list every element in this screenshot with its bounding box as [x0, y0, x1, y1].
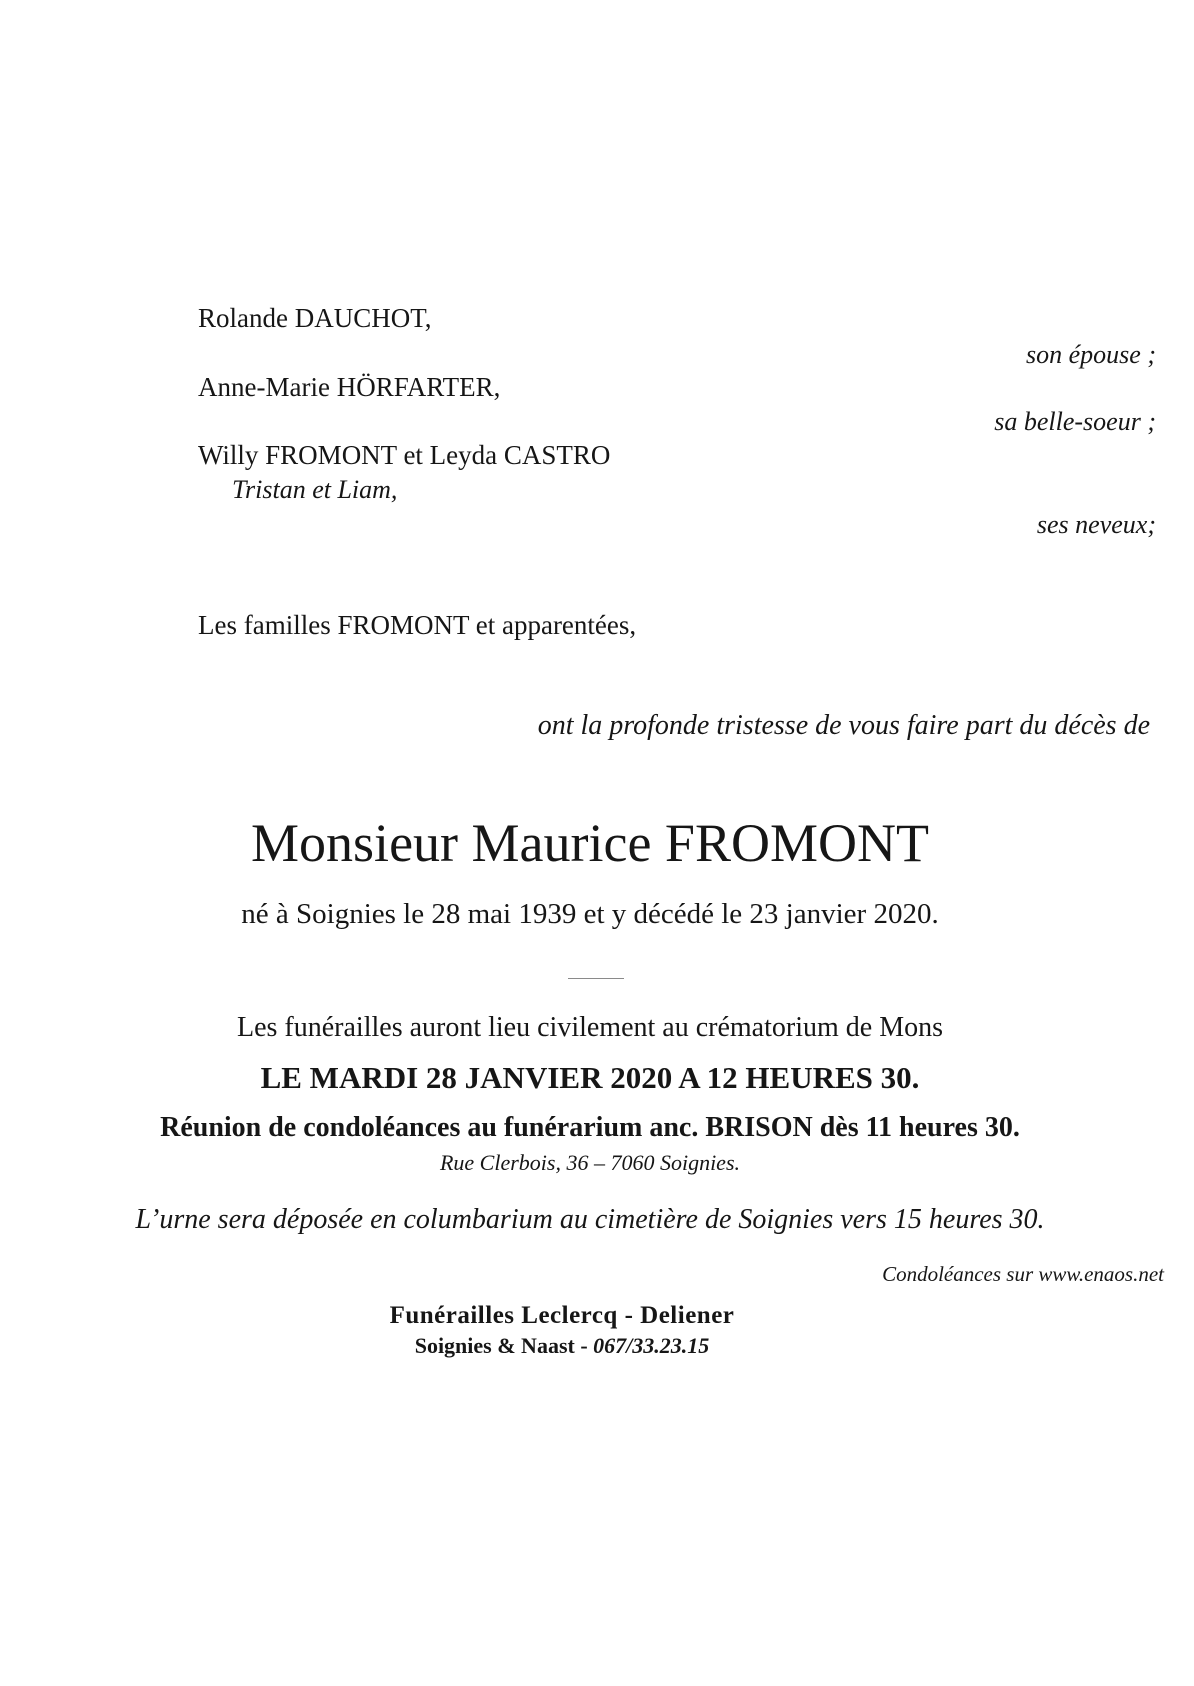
- deceased-name: Monsieur Maurice FROMONT: [251, 813, 929, 873]
- funeral-home-contact: [0, 1333, 1124, 1358]
- mourner-name-nephews: Willy FROMONT et Leyda CASTRO: [198, 440, 611, 470]
- mourner-relation-nephews: ses neveux;: [1036, 510, 1156, 539]
- ceremony-venue-line: Les funérailles auront lieu civilement au crématorium de Mons: [237, 1012, 943, 1043]
- online-condolences-line: Condoléances sur www.enaos.net: [882, 1262, 1164, 1286]
- funeral-home-location: Soignies & Naast -: [414, 1333, 594, 1358]
- urn-line: L’urne sera déposée en columbarium au cimetière de Soignies vers 15 heures 30.: [135, 1204, 1045, 1235]
- mourner-children-nephews: Tristan et Liam,: [232, 475, 398, 504]
- life-dates-line: né à Soignies le 28 mai 1939 et y décédé le 23 janvier 2020.: [241, 898, 939, 930]
- ceremony-datetime-line: LE MARDI 28 JANVIER 2020 A 12 HEURES 30.: [260, 1060, 920, 1095]
- families-line: Les familles FROMONT et apparentées,: [198, 610, 637, 640]
- section-divider: [568, 978, 624, 979]
- mourner-relation-sister-in-law: sa belle-soeur ;: [994, 407, 1156, 436]
- condolence-meeting-line: Réunion de condoléances au funérarium anc. BRISON dès 11 heures 30.: [160, 1112, 1020, 1143]
- funerarium-address-line: Rue Clerbois, 36 – 7060 Soignies.: [439, 1150, 741, 1175]
- mourner-relation-wife: son épouse ;: [1026, 340, 1156, 369]
- intro-line: ont la profonde tristesse de vous faire part du décès de: [537, 710, 1150, 741]
- mourner-name-wife: Rolande DAUCHOT,: [198, 303, 432, 333]
- mourner-name-sister-in-law: Anne-Marie HÖRFARTER,: [198, 372, 501, 402]
- funeral-home-name: Funérailles Leclercq - Deliener: [389, 1302, 735, 1329]
- funeral-home-phone: 067/33.23.15: [593, 1333, 710, 1358]
